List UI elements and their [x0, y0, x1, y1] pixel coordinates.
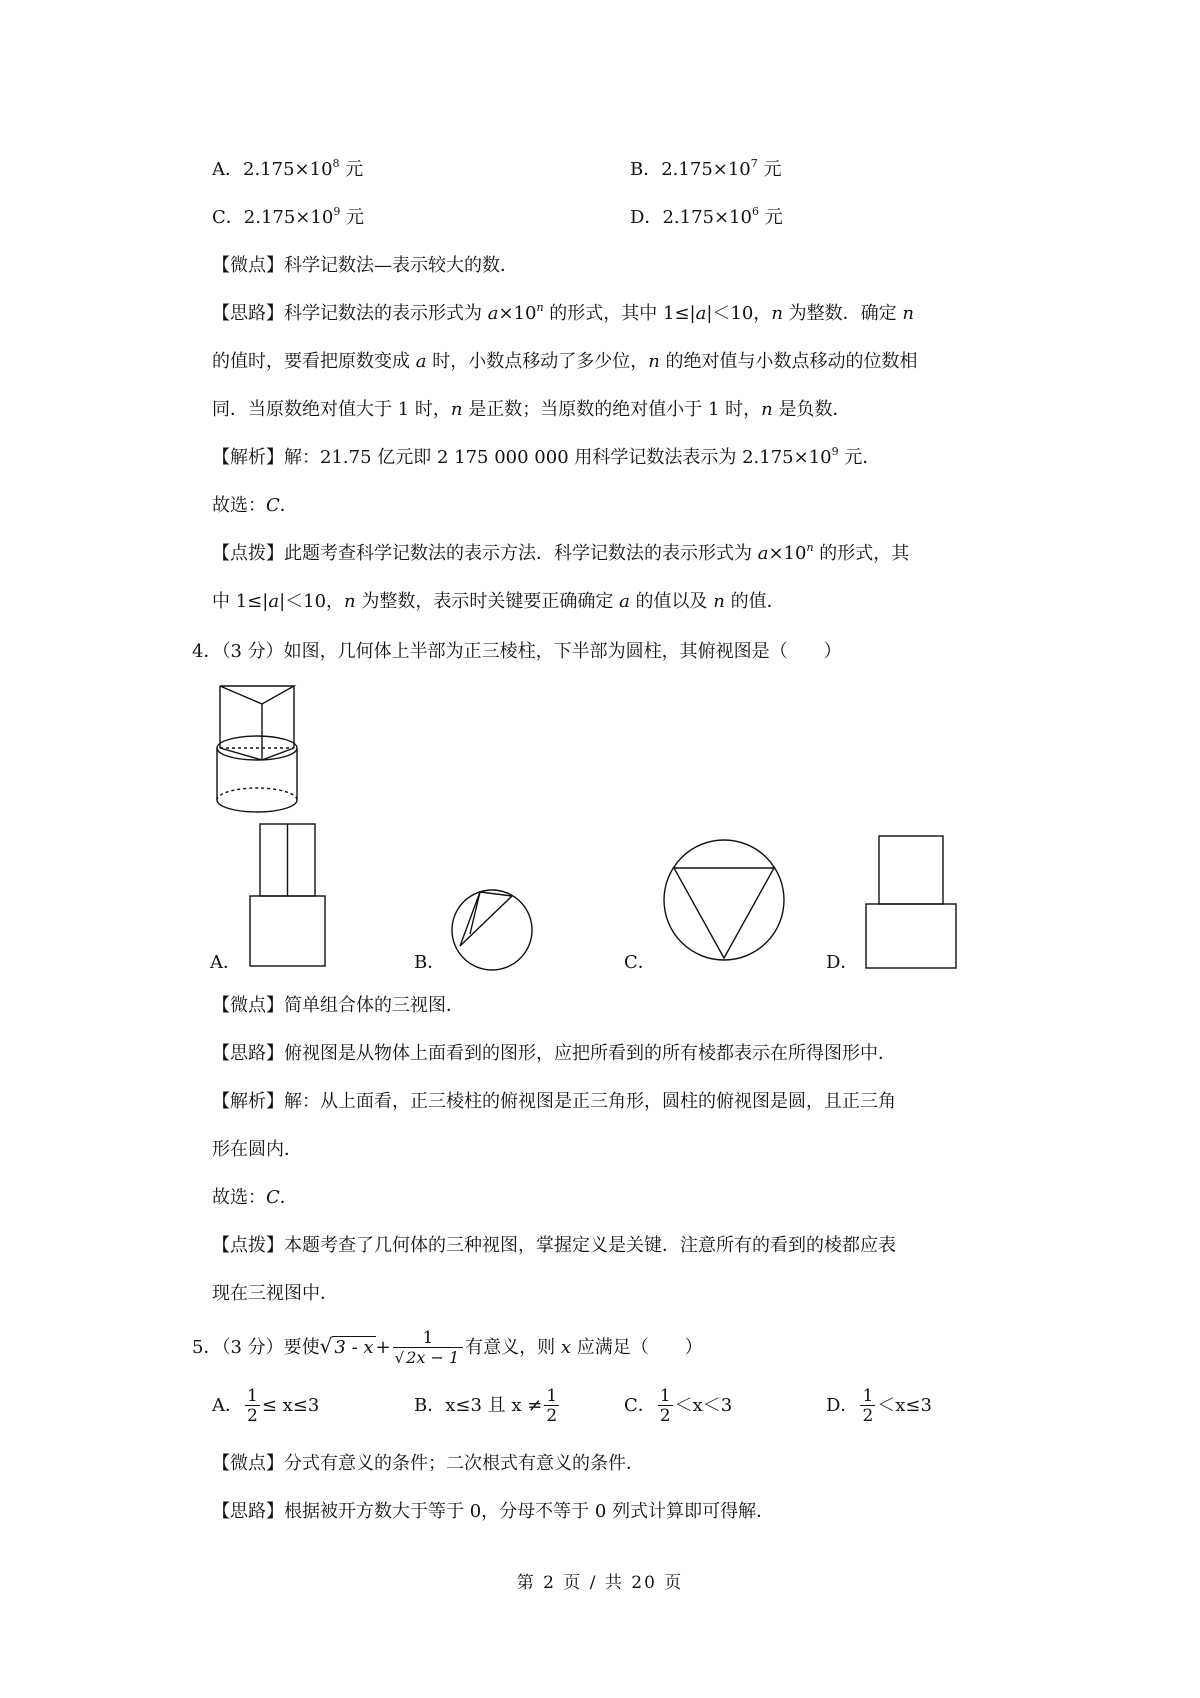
q3-jiexi: 【解析】解：21.75 亿元即 2 175 000 000 用科学记数法表示为 $2.175\times 10^9$ 元．: [212, 445, 881, 468]
q4-silu: 【思路】俯视图是从物体上面看到的图形，应把所看到的所有棱都表示在所得图形中．: [212, 1043, 896, 1064]
q4-option-a-label: A．: [210, 952, 241, 973]
q4-option-d-label: D．: [826, 952, 859, 973]
q5-weidian: 【微点】分式有意义的条件；二次根式有意义的条件．: [212, 1453, 644, 1474]
q4-option-d-figure: [866, 836, 966, 976]
q4-weidian: 【微点】简单组合体的三视图．: [212, 995, 464, 1016]
q3-silu-line3: 同．当原数绝对值大于 1 时，n 是正数；当原数的绝对值小于 1 时，n 是负数．: [212, 399, 851, 420]
q4-option-a-figure: [250, 822, 330, 972]
q3-dianbo-line2: 中 1≤|a|＜10，n 为整数，表示时关键要正确确定 a 的值以及 n 的值．: [212, 591, 785, 612]
q5-option-a: A． $\frac{1}{2}$ ≤ x≤3: [212, 1385, 320, 1426]
q3-option-b: B．$2.175\times 10^7$ 元: [630, 157, 782, 180]
q4-jiexi-line1: 【解析】解：从上面看，正三棱柱的俯视图是正三角形，圆柱的俯视图是圆，且正三角: [212, 1091, 896, 1112]
q5-silu: 【思路】根据被开方数大于等于 0，分母不等于 0 列式计算即可得解．: [212, 1501, 775, 1522]
q3-option-a: A．$2.175\times 10^8$ 元: [212, 157, 364, 180]
q5-option-b: B．x≤3 且 x ≠ $\frac{1}{2}$: [414, 1385, 558, 1426]
q3-dianbo-line1: 【点拨】此题考查科学记数法的表示方法．科学记数法的表示形式为 $a\times 10^n$ 的形式，其: [212, 541, 910, 564]
q5-stem-fraction: $\frac{1}{√ 2x - 1}$: [393, 1330, 464, 1367]
q4-solid-figure: [212, 680, 322, 820]
q5-stem: 5．（3 分）要使√ 3 - x + $\frac{1}{√ 2x - 1}$ 有意义，则 x 应满足（ ）: [192, 1327, 703, 1367]
q4-jiexi-line2: 形在圆内．: [212, 1139, 302, 1160]
q5-option-d: D． $\frac{1}{2}$ ＜x≤3: [826, 1385, 932, 1426]
q3-silu-line1: 【思路】科学记数法的表示形式为 $a\times 10^n$ 的形式，其中 1≤|a|＜10，n 为整数．确定 n: [212, 301, 914, 324]
q5-option-c: C． $\frac{1}{2}$ ＜x＜3: [624, 1385, 733, 1426]
q4-dianbo-line2: 现在三视图中．: [212, 1283, 338, 1304]
q3-silu-line2: 的值时，要看把原数变成 a 时，小数点移动了多少位，n 的绝对值与小数点移动的位数相: [212, 351, 918, 372]
q3-option-d: D．$2.175\times 10^6$ 元: [630, 205, 783, 228]
q3-guxuan: 故选：C．: [212, 495, 298, 516]
q4-option-c-label: C．: [624, 952, 656, 973]
q3-weidian: 【微点】科学记数法—表示较大的数．: [212, 255, 518, 276]
q4-stem: 4．（3 分）如图，几何体上半部为正三棱柱，下半部为圆柱，其俯视图是（ ）: [192, 641, 842, 662]
q4-option-b-label: B．: [414, 952, 446, 973]
q4-dianbo-line1: 【点拨】本题考查了几何体的三种视图，掌握定义是关键．注意所有的看到的棱都应表: [212, 1235, 896, 1256]
q3-option-c: C．$2.175\times 10^9$ 元: [212, 205, 365, 228]
q4-option-c-figure: [660, 832, 790, 972]
page-footer: 第 2 页 / 共 20 页: [516, 1573, 684, 1593]
q4-guxuan: 故选：C．: [212, 1187, 298, 1208]
q4-option-b-figure: [450, 886, 540, 976]
